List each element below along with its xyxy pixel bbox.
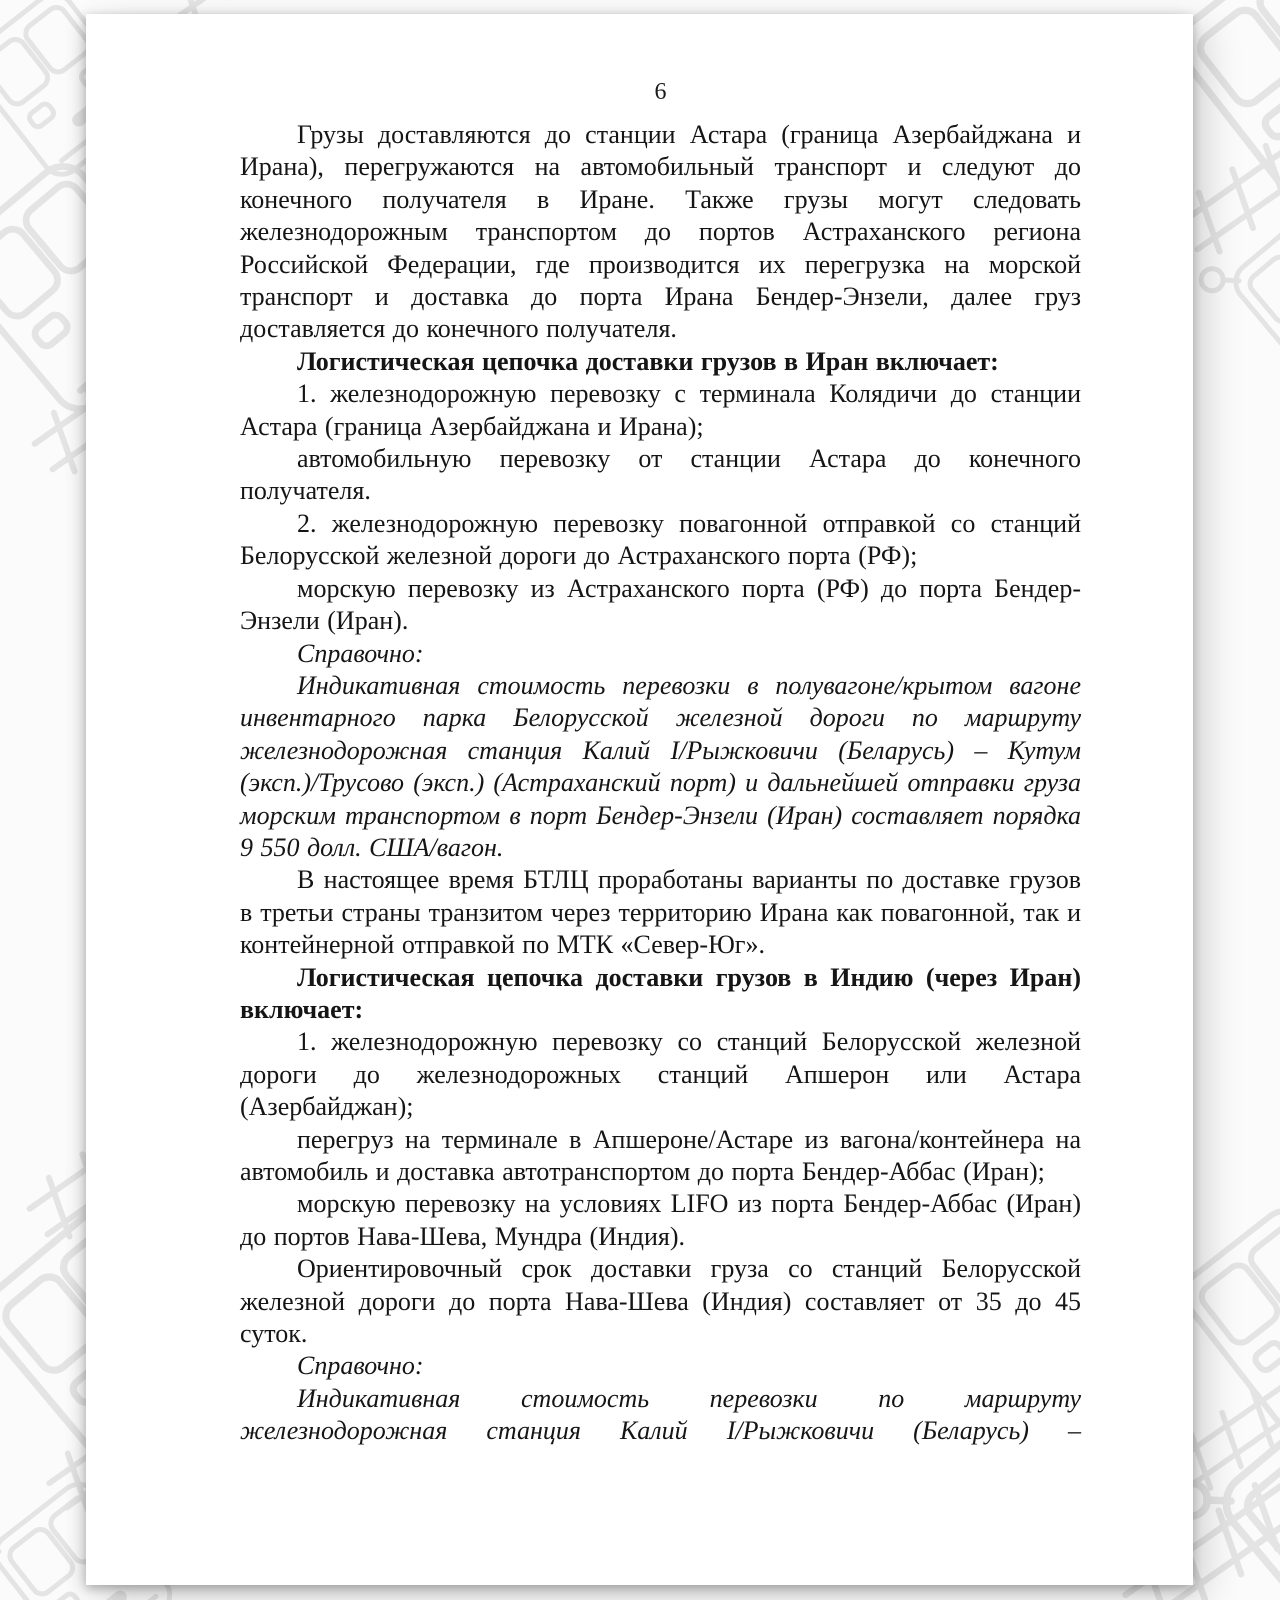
reference-note-iran: Индикативная стоимость перевозки в полувагоне/крытом вагоне инвентарного парка Белорусской железной дороги по маршруту железнодорожная станция Калий I/Рыжковичи (Беларусь) – Кутум (эксп.)/Трусово (эксп.) (Астраханский порт) и дальнейшей отправки груза морским транспортом в порт Бендер-Энзели (Иран) составляет порядка 9 550 долл. США/вагон.	[240, 670, 1081, 862]
paragraph-rail-wagon: 2. железнодорожную перевозку повагонной отправкой со станций Белорусской железной дороги до Астраханского порта (РФ);	[240, 508, 1081, 571]
paragraph-auto-astara: автомобильную перевозку от станции Астара до конечного получателя.	[240, 444, 1081, 506]
paragraph-reload-terminal: перегруз на терминале в Апшероне/Астаре из вагона/контейнера на автомобиль и доставка автотранспортом до порта Бендер-Аббас (Иран);	[240, 1124, 1081, 1186]
paragraph-rail-apsheron: 1. железнодорожную перевозку со станций Белорусской железной дороги до железнодорожных станций Апшерон или Астара (Азербайджан);	[240, 1027, 1081, 1122]
section-heading-iran: Логистическая цепочка доставки грузов в Иран включает:	[297, 346, 999, 376]
paragraph-delivery-time: Ориентировочный срок доставки груза со станций Белорусской железной дороги до порта Нава-Шева (Индия) составляет от 35 до 45 суток.	[240, 1254, 1081, 1349]
section-heading-india: Логистическая цепочка доставки грузов в Индию (через Иран) включает:	[240, 962, 1081, 1024]
document-page	[86, 14, 1193, 1585]
reference-label-2: Справочно:	[297, 1351, 424, 1381]
paragraph-cargo-delivery: Грузы доставляются до станции Астара (граница Азербайджана и Ирана), перегружаются на автомобильный транспорт и следуют до конечного получателя в Иране. Также грузы могут следовать железнодорожным транспортом до портов Астраханского региона Российской Федерации, где производится их перегрузка на морской транспорт и доставка до порта Ирана Бендер-Энзели, далее груз доставляется до конечного получателя.	[240, 120, 1081, 344]
reference-note-india: Индикативная стоимость перевозки по маршруту железнодорожная станция Калий I/Рыжковичи (Беларусь) –	[240, 1383, 1081, 1446]
paragraph-sea-lifo: морскую перевозку на условиях LIFO из порта Бендер-Аббас (Иран) до портов Нава-Шева, Мундра (Индия).	[240, 1189, 1081, 1251]
reference-label: Справочно:	[297, 638, 424, 668]
paragraph-btlc-transit: В настоящее время БТЛЦ проработаны варианты по доставке грузов в третьи страны транзитом через территорию Ирана как повагонной, так и контейнерной отправкой по МТК «Север-Юг».	[240, 865, 1081, 960]
page-number: 6	[654, 79, 667, 105]
paragraph-rail-kolyadichi: 1. железнодорожную перевозку с терминала Колядичи до станции Астара (граница Азербайджана и Ирана);	[240, 379, 1081, 441]
paragraph-sea-astrakhan: морскую перевозку из Астраханского порта (РФ) до порта Бендер-Энзели (Иран).	[240, 573, 1081, 636]
